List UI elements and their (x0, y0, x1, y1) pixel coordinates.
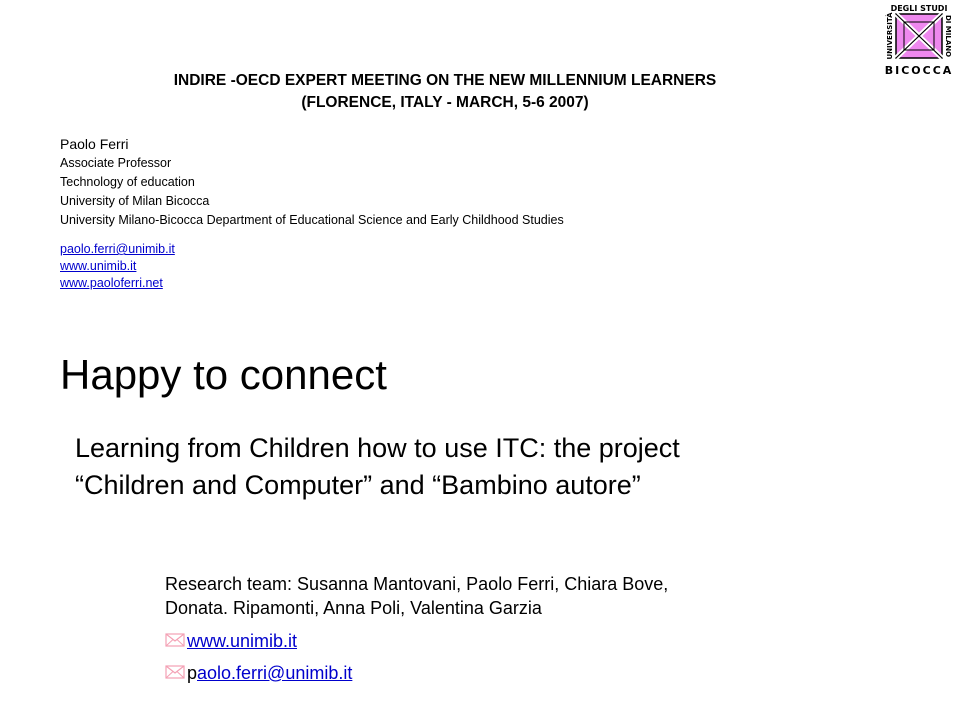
meeting-title: INDIRE -OECD EXPERT MEETING ON THE NEW MILLENNIUM LEARNERS (173, 72, 717, 89)
email-bullet-link[interactable]: aolo.ferri@unimib.it (197, 663, 353, 683)
unimib-link[interactable]: www.unimib.it (60, 259, 137, 273)
envelope-icon (165, 662, 185, 682)
slide-title: Happy to connect (60, 351, 387, 398)
bullet-email (165, 661, 352, 685)
author-university: University of Milan Bicocca (60, 194, 210, 208)
logo-bottom-text: BICOCCA (884, 64, 954, 77)
meeting-header (60, 70, 830, 114)
author-name: Paolo Ferri (60, 136, 129, 152)
logo-top-text: DEGLI STUDI (890, 4, 948, 13)
logo-left-text: UNIVERSITÀ (886, 12, 894, 60)
bicocca-logo (880, 2, 958, 78)
paoloferri-link[interactable]: www.paoloferri.net (60, 276, 163, 290)
author-department: University Milano-Bicocca Department of Educational Science and Early Childhood Studies (60, 213, 564, 227)
team-line-2: Donata. Ripamonti, Anna Poli, Valentina Garzia (165, 598, 542, 618)
author-subject: Technology of education (60, 175, 195, 189)
subtitle-line-1: Learning from Children how to use ITC: the project (75, 433, 680, 463)
email-bullet-prefix: p (187, 663, 198, 683)
author-info (60, 135, 564, 230)
logo-right-text: DI MILANO (944, 14, 952, 58)
unimib-bullet-link[interactable]: www.unimib.it (187, 631, 298, 651)
bullet-unimib (165, 629, 297, 653)
research-team (165, 572, 668, 620)
slide-subtitle (75, 430, 680, 504)
team-line-1: Research team: Susanna Mantovani, Paolo Ferri, Chiara Bove, (165, 574, 669, 594)
contact-links (60, 241, 175, 292)
email-link[interactable]: paolo.ferri@unimib.it (60, 242, 175, 256)
subtitle-line-2: “Children and Computer” and “Bambino autore” (75, 470, 641, 500)
envelope-icon (165, 630, 185, 650)
meeting-subtitle: (FLORENCE, ITALY - MARCH, 5-6 2007) (301, 94, 589, 111)
author-role: Associate Professor (60, 156, 172, 170)
